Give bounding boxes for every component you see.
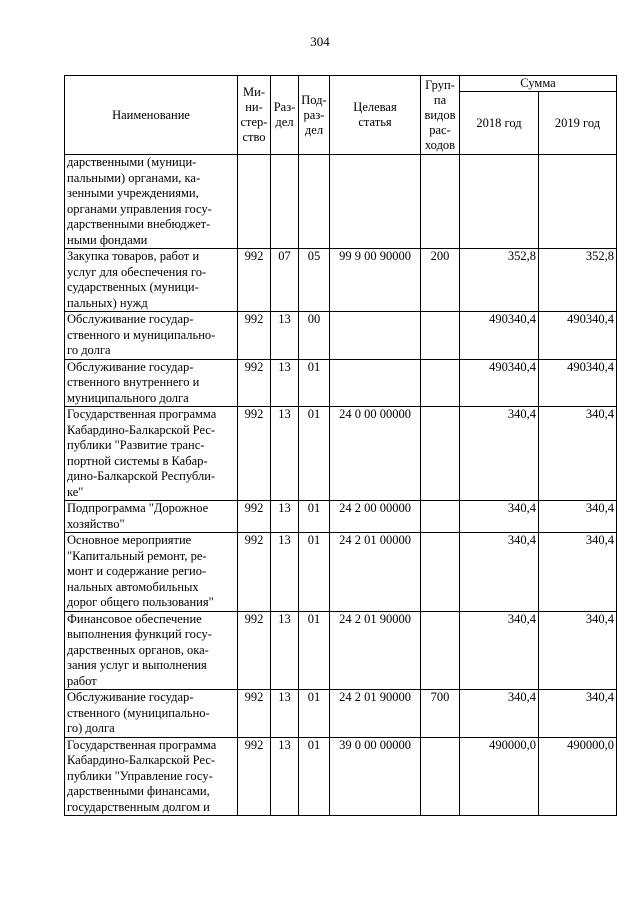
table-row <box>65 359 617 407</box>
table-row <box>65 611 617 690</box>
row-ministry-cell: 992 <box>238 407 271 501</box>
header-sum: Сумма <box>460 76 617 92</box>
row-target-cell <box>330 155 421 249</box>
row-ministry-cell: 992 <box>238 611 271 690</box>
row-expense-group-cell <box>421 155 460 249</box>
header-2018: 2018 год <box>460 92 539 155</box>
row-ministry-cell: 992 <box>238 359 271 407</box>
row-name-cell: дарственными (муници- пальными) органами, ка- зенными учреждениями, органами управления госу- дарственными внебюджет- ными фондами <box>65 155 238 249</box>
row-section-cell: 07 <box>271 249 299 312</box>
table-body <box>65 155 617 816</box>
budget-table <box>64 75 617 816</box>
row-target-cell: 24 2 00 00000 <box>330 501 421 533</box>
table-row <box>65 249 617 312</box>
row-ministry-cell: 992 <box>238 312 271 360</box>
row-subsection-cell: 01 <box>299 611 330 690</box>
row-expense-group-cell <box>421 407 460 501</box>
row-2019-cell: 490000,0 <box>539 737 617 816</box>
row-expense-group-cell <box>421 312 460 360</box>
row-subsection-cell <box>299 155 330 249</box>
row-target-cell: 24 0 00 00000 <box>330 407 421 501</box>
page-number: 304 <box>310 34 330 49</box>
row-name-cell: Подпрограмма "Дорожное хозяйство" <box>65 501 238 533</box>
row-expense-group-cell <box>421 737 460 816</box>
row-target-cell: 39 0 00 00000 <box>330 737 421 816</box>
row-2019-cell <box>539 155 617 249</box>
row-expense-group-cell: 700 <box>421 690 460 738</box>
row-target-cell: 24 2 01 00000 <box>330 533 421 612</box>
row-2018-cell: 340,4 <box>460 533 539 612</box>
row-2019-cell: 352,8 <box>539 249 617 312</box>
row-2018-cell: 340,4 <box>460 611 539 690</box>
row-target-cell <box>330 312 421 360</box>
table-row <box>65 501 617 533</box>
row-section-cell: 13 <box>271 690 299 738</box>
row-target-cell: 24 2 01 90000 <box>330 611 421 690</box>
row-subsection-cell: 01 <box>299 690 330 738</box>
row-name-cell: Обслуживание государ- ственного внутреннего и муниципального долга <box>65 359 238 407</box>
row-2019-cell: 490340,4 <box>539 359 617 407</box>
row-subsection-cell: 01 <box>299 359 330 407</box>
row-2018-cell: 352,8 <box>460 249 539 312</box>
row-section-cell: 13 <box>271 359 299 407</box>
header-name: Наименование <box>65 76 238 155</box>
row-name-cell: Основное мероприятие "Капитальный ремонт, ре- монт и содержание регио- нальных автомобильных дорог общего пользования" <box>65 533 238 612</box>
row-2018-cell: 490000,0 <box>460 737 539 816</box>
row-ministry-cell: 992 <box>238 249 271 312</box>
table-row <box>65 312 617 360</box>
row-subsection-cell: 01 <box>299 501 330 533</box>
row-2019-cell: 340,4 <box>539 533 617 612</box>
row-subsection-cell: 01 <box>299 533 330 612</box>
row-target-cell: 99 9 00 90000 <box>330 249 421 312</box>
row-section-cell: 13 <box>271 611 299 690</box>
header-row <box>65 76 617 92</box>
row-section-cell: 13 <box>271 312 299 360</box>
row-subsection-cell: 01 <box>299 737 330 816</box>
row-name-cell: Обслуживание государ- ственного (муниципально- го) долга <box>65 690 238 738</box>
header-ministry: Ми- ни- стер- ство <box>238 76 271 155</box>
row-expense-group-cell <box>421 501 460 533</box>
row-ministry-cell: 992 <box>238 501 271 533</box>
header-expense-group: Груп- па видов рас- ходов <box>421 76 460 155</box>
table-row <box>65 533 617 612</box>
row-name-cell: Государственная программа Кабардино-Балкарской Рес- публики "Управление госу- дарственными финансами, государственным долгом и <box>65 737 238 816</box>
table-row <box>65 155 617 249</box>
row-section-cell: 13 <box>271 737 299 816</box>
row-name-cell: Государственная программа Кабардино-Балкарской Рес- публики "Развитие транс- портной системы в Кабар- дино-Балкарской Республи- ке" <box>65 407 238 501</box>
row-ministry-cell: 992 <box>238 690 271 738</box>
row-target-cell <box>330 359 421 407</box>
row-name-cell: Закупка товаров, работ и услуг для обеспечения го- сударственных (муници- пальных) нужд <box>65 249 238 312</box>
row-expense-group-cell: 200 <box>421 249 460 312</box>
row-target-cell: 24 2 01 90000 <box>330 690 421 738</box>
row-2018-cell: 340,4 <box>460 407 539 501</box>
row-2018-cell: 340,4 <box>460 690 539 738</box>
table-row <box>65 737 617 816</box>
row-expense-group-cell <box>421 359 460 407</box>
row-ministry-cell <box>238 155 271 249</box>
row-ministry-cell: 992 <box>238 737 271 816</box>
row-2018-cell <box>460 155 539 249</box>
row-subsection-cell: 00 <box>299 312 330 360</box>
row-expense-group-cell <box>421 533 460 612</box>
header-subsection: Под- раз- дел <box>299 76 330 155</box>
row-subsection-cell: 01 <box>299 407 330 501</box>
row-2018-cell: 490340,4 <box>460 359 539 407</box>
row-name-cell: Финансовое обеспечение выполнения функций госу- дарственных органов, ока- зания услуг и выполнения работ <box>65 611 238 690</box>
header-section: Раз- дел <box>271 76 299 155</box>
header-2019: 2019 год <box>539 92 617 155</box>
row-2019-cell: 340,4 <box>539 501 617 533</box>
row-subsection-cell: 05 <box>299 249 330 312</box>
row-section-cell <box>271 155 299 249</box>
row-section-cell: 13 <box>271 501 299 533</box>
row-ministry-cell: 992 <box>238 533 271 612</box>
row-2019-cell: 340,4 <box>539 407 617 501</box>
row-section-cell: 13 <box>271 407 299 501</box>
header-target: Целевая статья <box>330 76 421 155</box>
row-2019-cell: 490340,4 <box>539 312 617 360</box>
row-2019-cell: 340,4 <box>539 690 617 738</box>
row-name-cell: Обслуживание государ- ственного и муниципально- го долга <box>65 312 238 360</box>
row-2018-cell: 490340,4 <box>460 312 539 360</box>
table-row <box>65 407 617 501</box>
row-expense-group-cell <box>421 611 460 690</box>
row-section-cell: 13 <box>271 533 299 612</box>
row-2019-cell: 340,4 <box>539 611 617 690</box>
row-2018-cell: 340,4 <box>460 501 539 533</box>
table-row <box>65 690 617 738</box>
